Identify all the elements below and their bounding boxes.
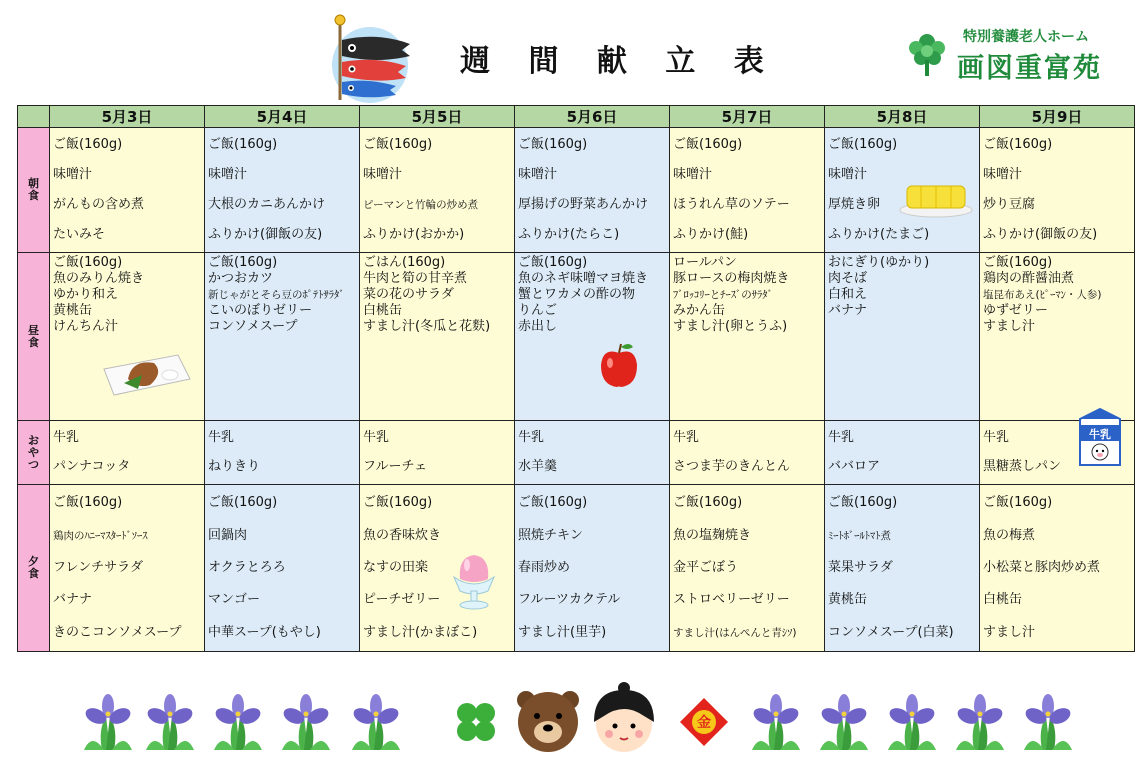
menu-item: バナナ: [53, 592, 93, 608]
dinner-row: [18, 485, 1135, 652]
menu-item: ご飯(160g): [363, 137, 433, 152]
menu-item: すまし汁(冬瓜と花麩): [363, 319, 491, 334]
menu-item: 味噌汁: [983, 167, 1023, 182]
breakfast-row: [18, 128, 1135, 253]
menu-item: 牛乳: [983, 429, 1010, 445]
menu-item: 味噌汁: [828, 167, 868, 182]
menu-item: 魚の梅煮: [983, 527, 1036, 543]
org-subtitle: 特別養護老人ホーム: [963, 29, 1089, 45]
menu-item: 新じゃがとそら豆のﾎﾟﾃﾄｻﾗﾀﾞ: [208, 289, 345, 301]
menu-item: すまし汁(はんぺんと青ｼｿ): [673, 626, 797, 639]
menu-cell: [50, 485, 205, 652]
menu-item: なすの田楽: [363, 559, 429, 575]
menu-item: ピーマンと竹輪の炒め煮: [363, 199, 479, 211]
menu-item: 牛乳: [518, 429, 545, 445]
menu-item: 黄桃缶: [828, 592, 868, 608]
apple-icon: [597, 341, 641, 389]
menu-item: 鶏肉の酢醤油煮: [983, 271, 1075, 286]
menu-cell: [670, 421, 825, 485]
menu-item: 黄桃缶: [53, 303, 93, 318]
page-title: 週 間 献 立 表: [460, 44, 778, 79]
menu-item: ご飯(160g): [53, 137, 123, 152]
org-name: 画図重富苑: [957, 53, 1102, 84]
menu-item: ご飯(160g): [983, 137, 1053, 152]
bear-icon: [517, 691, 579, 752]
corner-cell: [18, 106, 50, 128]
day-header: 5月9日: [980, 106, 1135, 128]
menu-item: ストロベリーゼリー: [673, 592, 790, 608]
menu-item: 照焼チキン: [518, 527, 583, 543]
menu-item: ババロア: [828, 459, 881, 475]
date-header-row: [18, 106, 1135, 128]
menu-cell: [515, 128, 670, 253]
menu-item: 大根のカニあんかけ: [208, 197, 326, 212]
menu-item: 牛肉と筍の甘辛煮: [363, 271, 468, 286]
menu-cell: [515, 253, 670, 421]
menu-cell: [50, 253, 205, 421]
menu-item: たいみそ: [53, 227, 106, 242]
milk-label: 牛乳: [1089, 428, 1111, 441]
menu-item: すまし汁: [983, 319, 1036, 334]
menu-item: コンソメスープ(白菜): [828, 624, 954, 640]
snack-row: [18, 421, 1135, 485]
menu-cell: [670, 485, 825, 652]
menu-item: すまし汁(かまぼこ): [363, 624, 478, 640]
menu-item: 味噌汁: [363, 167, 403, 182]
menu-item: ご飯(160g): [983, 255, 1053, 270]
menu-item: 金平ごぼう: [673, 559, 739, 575]
menu-item: 白桃缶: [363, 303, 403, 318]
day-header: 5月5日: [360, 106, 515, 128]
menu-cell: [825, 421, 980, 485]
menu-item: すまし汁(里芋): [518, 624, 607, 640]
menu-item: フレンチサラダ: [53, 559, 144, 575]
menu-item: 魚のネギ味噌マヨ焼き: [518, 271, 649, 286]
tamagoyaki-icon: [899, 178, 973, 218]
menu-item: ふりかけ(御飯の友): [208, 227, 323, 242]
menu-item: ご飯(160g): [828, 495, 898, 511]
menu-item: りんご: [518, 303, 558, 318]
menu-item: マンゴー: [208, 592, 261, 608]
menu-cell: [50, 421, 205, 485]
menu-item: ご飯(160g): [208, 255, 278, 270]
menu-cell: [205, 421, 360, 485]
menu-item: ご飯(160g): [363, 495, 433, 511]
day-header: 5月6日: [515, 106, 670, 128]
menu-item: 魚のみりん焼き: [53, 271, 145, 286]
menu-item: すまし汁: [983, 624, 1036, 640]
menu-item: ふりかけ(おかか): [363, 227, 465, 242]
menu-item: 厚焼き卵: [828, 197, 881, 212]
menu-item: 肉そば: [828, 271, 868, 286]
menu-item: 味噌汁: [208, 167, 248, 182]
menu-item: 味噌汁: [518, 167, 558, 182]
milk-carton-icon: [1074, 405, 1126, 469]
org-logo: [905, 24, 1135, 84]
lunch-row: [18, 253, 1135, 421]
menu-item: 菜果サラダ: [828, 559, 893, 575]
menu-item: ご飯(160g): [673, 137, 743, 152]
svg-text:金: 金: [697, 715, 711, 731]
footer-decoration: [0, 680, 1146, 761]
menu-item: ふりかけ(御飯の友): [983, 227, 1098, 242]
menu-item: きのこコンソメスープ: [53, 624, 182, 640]
menu-cell: [670, 128, 825, 253]
menu-item: 牛乳: [673, 429, 700, 445]
menu-cell: [50, 128, 205, 253]
meal-label-dinner: 夕 食: [18, 485, 50, 652]
menu-item: ご飯(160g): [518, 255, 588, 270]
menu-cell: [515, 421, 670, 485]
menu-cell: [980, 128, 1135, 253]
menu-cell: [360, 253, 515, 421]
menu-item: 蟹とワカメの酢の物: [518, 287, 636, 302]
menu-item: パンナコッタ: [53, 459, 131, 475]
menu-cell: [825, 485, 980, 652]
menu-item: 水羊羹: [518, 459, 558, 475]
menu-item: おにぎり(ゆかり): [828, 255, 930, 270]
menu-cell: [980, 485, 1135, 652]
meal-label-snack: お や つ: [18, 421, 50, 485]
menu-item: ごはん(160g): [363, 255, 446, 270]
menu-item: 牛乳: [53, 429, 80, 445]
meal-label-lunch: 昼 食: [18, 253, 50, 421]
tree-logo-icon: [905, 28, 949, 78]
menu-item: こいのぼりゼリー: [208, 303, 313, 318]
menu-item: フルーチェ: [363, 459, 428, 475]
day-header: 5月7日: [670, 106, 825, 128]
menu-cell: [205, 253, 360, 421]
menu-item: ご飯(160g): [673, 495, 743, 511]
milk-brand: milk: [1083, 420, 1094, 426]
menu-cell: [360, 128, 515, 253]
kin-bib-icon: [680, 698, 728, 746]
menu-item: ふりかけ(鮭): [673, 227, 749, 242]
menu-cell: [205, 128, 360, 253]
menu-item: さつま芋のきんとん: [673, 459, 791, 475]
menu-item: 回鍋肉: [208, 527, 248, 543]
menu-item: ご飯(160g): [983, 495, 1053, 511]
menu-item: 牛乳: [828, 429, 855, 445]
menu-item: バナナ: [828, 303, 868, 318]
menu-cell: [825, 128, 980, 253]
menu-item: ご飯(160g): [208, 495, 278, 511]
koinobori-icon: [318, 10, 418, 105]
menu-item: ねりきり: [208, 459, 261, 475]
kintaro-icon: [594, 682, 654, 752]
menu-item: 牛乳: [208, 429, 235, 445]
menu-item: 牛乳: [363, 429, 390, 445]
menu-item: ﾌﾞﾛｯｺﾘｰとﾁｰｽﾞのｻﾗﾀﾞ: [673, 289, 773, 301]
menu-item: 鶏肉のﾊﾆｰﾏｽﾀｰﾄﾞｿｰｽ: [53, 529, 148, 542]
menu-item: 厚揚げの野菜あんかけ: [518, 197, 649, 212]
meal-label-breakfast: 朝 食: [18, 128, 50, 253]
menu-item: 春雨炒め: [518, 559, 571, 575]
menu-item: 味噌汁: [53, 167, 93, 182]
menu-cell: [205, 485, 360, 652]
menu-item: 白和え: [828, 287, 868, 302]
menu-item: 赤出し: [518, 319, 558, 334]
menu-item: ﾐｰﾄﾎﾞｰﾙﾄﾏﾄ煮: [828, 529, 891, 542]
menu-cell: [980, 253, 1135, 421]
menu-item: 黒糖蒸しパン: [983, 459, 1062, 475]
menu-cell: [825, 253, 980, 421]
menu-item: ご飯(160g): [53, 255, 123, 270]
menu-item: かつおカツ: [208, 271, 274, 286]
menu-item: 炒り豆腐: [983, 197, 1036, 212]
menu-item: ご飯(160g): [208, 137, 278, 152]
menu-cell: [670, 253, 825, 421]
menu-item: 魚の塩麹焼き: [673, 527, 752, 543]
menu-item: ご飯(160g): [518, 137, 588, 152]
menu-item: ゆずゼリー: [983, 303, 1048, 318]
menu-item: コンソメスープ: [208, 319, 298, 334]
menu-item: ご飯(160g): [828, 137, 898, 152]
menu-item: ご飯(160g): [518, 495, 588, 511]
menu-item: 菜の花のサラダ: [363, 287, 454, 302]
menu-cell: [515, 485, 670, 652]
menu-item: ピーチゼリー: [363, 592, 441, 608]
menu-item: 小松菜と豚肉炒め煮: [983, 559, 1101, 575]
menu-item: 味噌汁: [673, 167, 713, 182]
menu-item: ご飯(160g): [53, 495, 123, 511]
menu-item: けんちん汁: [53, 319, 119, 334]
menu-cell: [360, 421, 515, 485]
day-header: 5月4日: [205, 106, 360, 128]
day-header: 5月3日: [50, 106, 205, 128]
menu-item: すまし汁(卵とうふ): [673, 319, 788, 334]
menu-item: ゆかり和え: [53, 287, 119, 302]
menu-item: ふりかけ(たらこ): [518, 227, 620, 242]
menu-item: ロールパン: [673, 255, 737, 270]
menu-item: 魚の香味炊き: [363, 527, 442, 543]
grilled-fish-icon: [98, 349, 194, 399]
menu-item: 塩昆布あえ(ﾋﾟｰﾏﾝ・人参): [983, 289, 1102, 301]
menu-item: 中華スープ(もやし): [208, 624, 321, 640]
menu-item: ふりかけ(たまご): [828, 227, 930, 242]
menu-item: 白桃缶: [983, 592, 1023, 608]
menu-cell: [980, 421, 1135, 485]
menu-item: 豚ロースの梅肉焼き: [673, 271, 790, 286]
menu-item: ほうれん草のソテー: [673, 197, 790, 212]
menu-item: がんもの含め煮: [53, 197, 145, 212]
weekly-menu-table: [17, 105, 1135, 652]
menu-item: フルーツカクテル: [518, 592, 621, 608]
menu-item: オクラとろろ: [208, 559, 286, 575]
menu-cell: [360, 485, 515, 652]
peach-jelly-icon: [444, 547, 504, 611]
menu-item: みかん缶: [673, 303, 726, 318]
clover-icon: [457, 703, 495, 741]
day-header: 5月8日: [825, 106, 980, 128]
